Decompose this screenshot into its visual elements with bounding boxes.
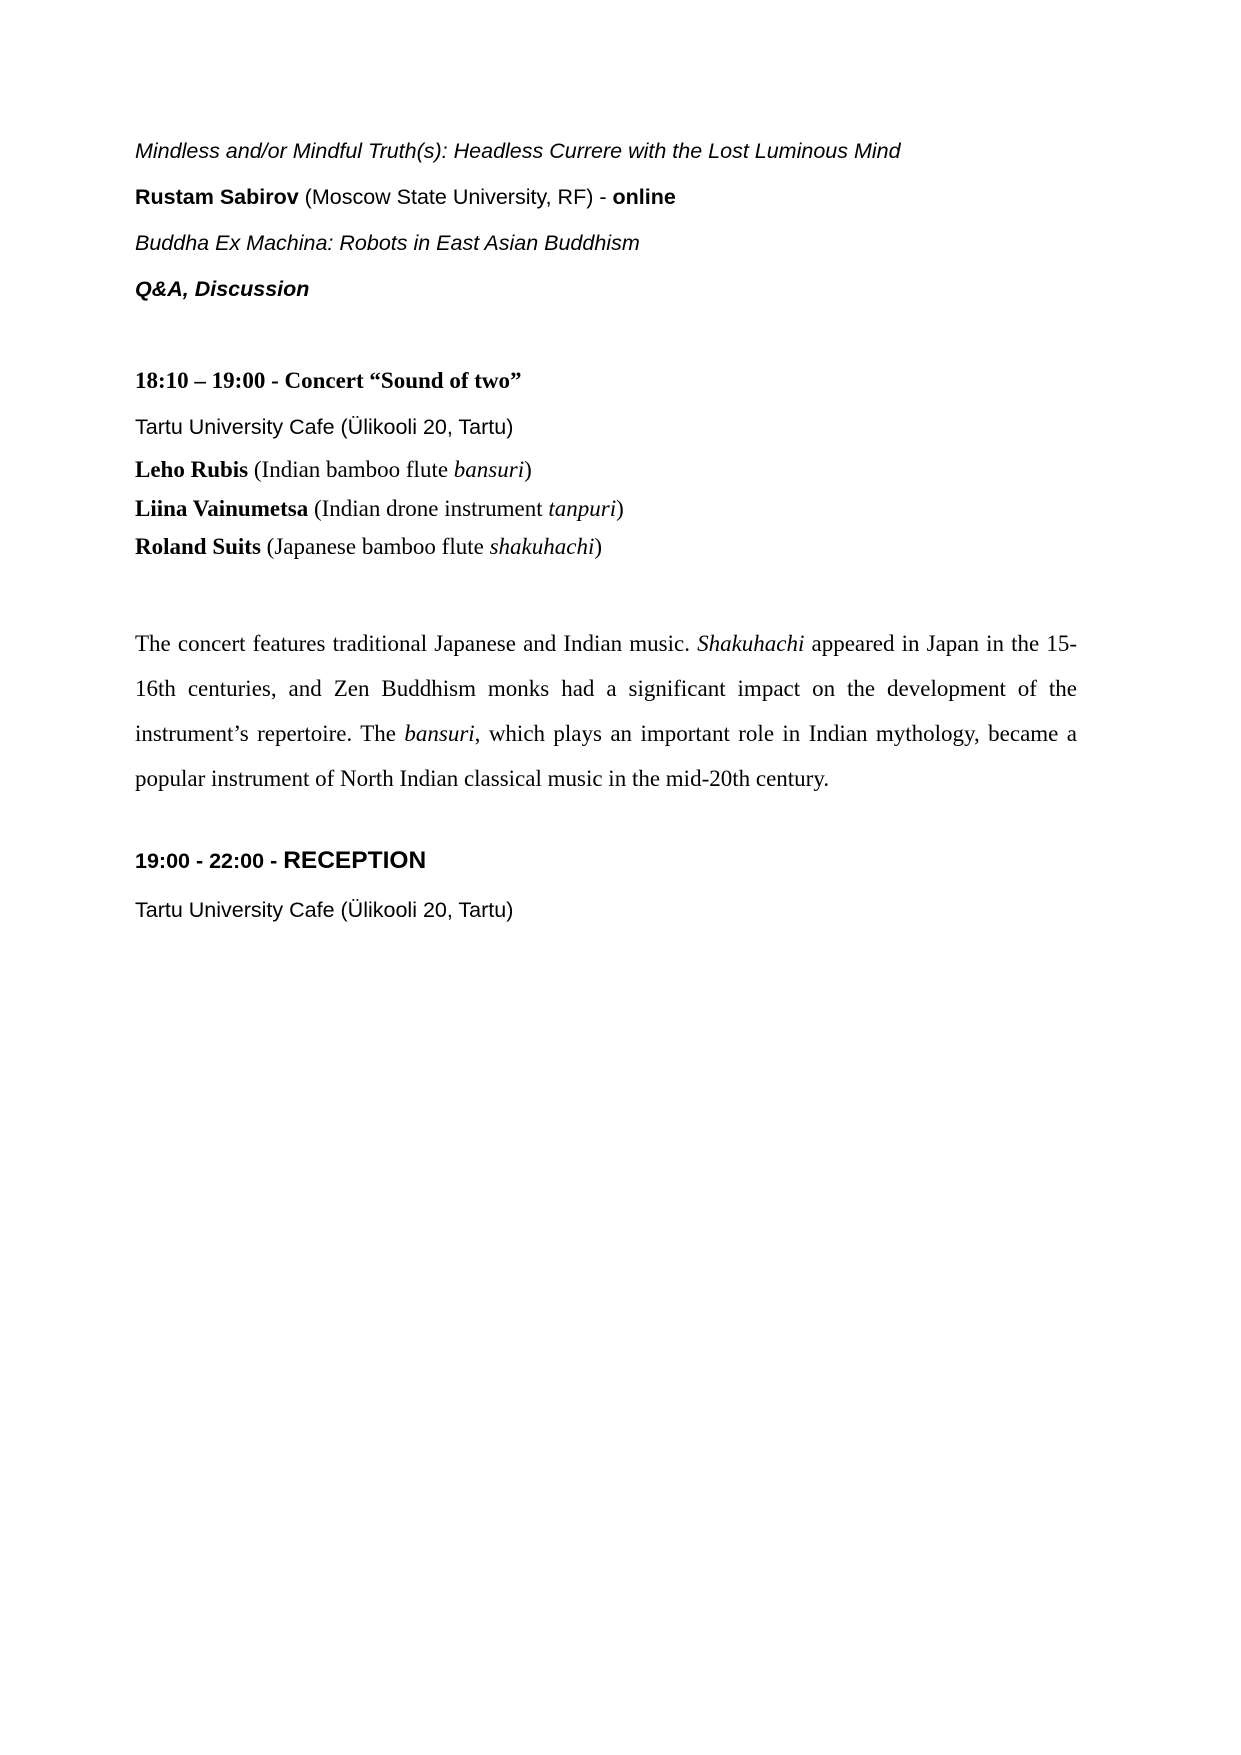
performer-desc-after: ): [594, 534, 603, 559]
performer-desc-before: (Japanese bamboo flute: [260, 534, 490, 559]
concert-description-paragraph: [135, 621, 1077, 801]
reception-block: [135, 838, 1080, 933]
speaker-line: [135, 174, 1080, 220]
session-block: [135, 128, 1080, 312]
performer-desc-before: (Indian drone instrument: [308, 495, 549, 521]
reception-heading: [135, 838, 1080, 887]
description-italic-bansuri: bansuri: [404, 721, 475, 746]
performer-instrument: bansuri: [453, 457, 525, 482]
performer-name: Leho Rubis: [135, 457, 249, 482]
concert-block: [135, 358, 1080, 567]
talk-title-line-2: Buddha Ex Machina: Robots in East Asian Buddhism: [135, 231, 640, 255]
reception-label: RECEPTION: [283, 847, 427, 874]
speaker-affiliation: (Moscow State University, RF) -: [298, 185, 613, 209]
description-block: [135, 598, 1077, 824]
performer-desc-before: (Indian bamboo flute: [248, 457, 454, 482]
reception-time: 19:00 - 22:00: [135, 849, 265, 873]
reception-separator: -: [264, 849, 284, 873]
qa-discussion-label: Q&A, Discussion: [135, 277, 310, 301]
performer-name: Roland Suits: [135, 534, 261, 559]
description-part-3: , which plays an important role in Indian mythology, became a popular instrument of North Indian classical music in the mid-20th century.: [135, 721, 1077, 791]
performer-row: [135, 490, 1080, 529]
performer-row: [135, 451, 1080, 490]
speaker-name: Rustam Sabirov: [135, 185, 299, 209]
performer-desc-after: ): [616, 495, 624, 521]
performer-instrument: shakuhachi: [489, 534, 595, 559]
talk-title-line-1: Mindless and/or Mindful Truth(s): Headless Currere with the Lost Luminous Mind: [135, 139, 901, 163]
description-part-2: appeared in Japan in the 15-16th centuries, and Zen Buddhism monks had a significant impact on the development of the instrument’s repertoire. The: [135, 631, 1077, 746]
performer-list: [135, 451, 1080, 567]
description-italic-shakuhachi: Shakuhachi: [697, 631, 805, 656]
performer-desc-after: ): [524, 457, 532, 482]
concert-heading: 18:10 – 19:00 - Concert “Sound of two”: [135, 368, 522, 393]
performer-row: [135, 528, 1080, 567]
concert-venue: Tartu University Cafe (Ülikooli 20, Tartu): [135, 415, 514, 439]
performer-name: Liina Vainumetsa: [135, 495, 309, 521]
reception-venue: Tartu University Cafe (Ülikooli 20, Tartu): [135, 898, 514, 922]
speaker-mode: online: [612, 185, 676, 209]
performer-instrument: tanpuri: [548, 495, 617, 521]
description-part-1: The concert features traditional Japanese and Indian music.: [135, 631, 698, 656]
